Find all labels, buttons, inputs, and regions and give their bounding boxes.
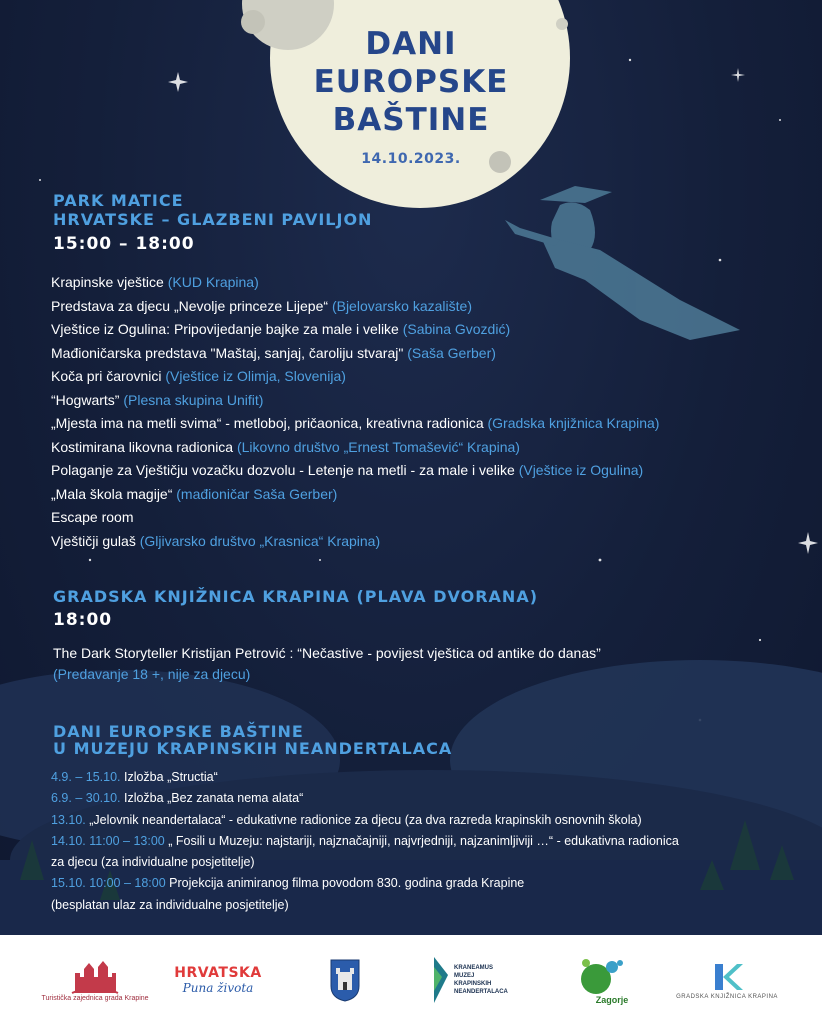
section1-title-line1: PARK MATICE bbox=[53, 191, 184, 210]
list-item: Koča pri čarovnici (Vještice iz Olimja, Slovenija) bbox=[51, 368, 346, 384]
museum-mark-icon bbox=[432, 955, 450, 1005]
list-item: Mađioničarska predstava "Maštaj, sanjaj, čaroliju stvaraj" (Saša Gerber) bbox=[51, 344, 496, 361]
list-item: za djecu (za individualne posjetitelje) bbox=[51, 855, 255, 870]
section2-note: (Predavanje 18 +, nije za djecu) bbox=[53, 666, 251, 682]
title-line-1: DANI bbox=[365, 26, 457, 62]
logo-gradska-knjiznica: GRADSKA KNJIŽNICA KRAPINA bbox=[672, 945, 782, 1015]
list-item: Polaganje za Vještičju vozačku dozvolu - Letenje na metli - za male i velike (Vještice iz Ogulina) bbox=[51, 462, 644, 478]
section3-program-list bbox=[51, 767, 679, 916]
list-item: 14.10. 11:00 – 13:00 „ Fosili u Muzeju: najstariji, najznačajniji, najvrjedniji, najzanimljiviji …“ - edukativna radionica bbox=[51, 833, 679, 848]
logo-krapina-coat-of-arms bbox=[320, 945, 370, 1015]
title-line-2: EUROPSKE bbox=[313, 64, 509, 100]
list-item: „Mjesta ima na metli svima“ - metloboj, pričaonica, kreativna radionica (Gradska knjižnica Krapina) bbox=[51, 415, 660, 431]
section1-program-list bbox=[51, 271, 659, 553]
section3-title-line2: U MUZEJU KRAPINSKIH NEANDERTALACA bbox=[53, 739, 453, 758]
list-item: Vještičji gulaš (Gljivarsko društvo „Krasnica“ Krapina) bbox=[51, 532, 381, 549]
list-item: „Mala škola magije“ (mađioničar Saša Gerber) bbox=[51, 485, 338, 502]
sponsor-footer bbox=[0, 935, 822, 1024]
list-item: 13.10. „Jelovnik neandertalaca“ - edukativne radionice za djecu (za dva razreda krapinskih osnovnih škola) bbox=[51, 812, 642, 827]
list-item: Vještice iz Ogulina: Pripovijedanje bajke za male i velike (Sabina Gvozdić) bbox=[51, 321, 511, 337]
logo-muzej-neandertalaca: KRANEAMUS MUZEJ KRAPINSKIH NEANDERTALACA bbox=[432, 945, 512, 1015]
list-item: Predstava za djecu „Nevolje princeze Lijepe“ (Bjelovarsko kazalište) bbox=[51, 297, 472, 314]
section3-title-line1: DANI EUROPSKE BAŠTINE bbox=[53, 722, 304, 741]
zagorje-bubbles-icon bbox=[574, 955, 630, 995]
title-line-3: BAŠTINE bbox=[332, 102, 490, 138]
list-item: 6.9. – 30.10. Izložba „Bez zanata nema alata“ bbox=[51, 791, 304, 806]
list-item: Escape room bbox=[51, 509, 134, 525]
section2-time: 18:00 bbox=[53, 610, 113, 630]
list-item: 4.9. – 15.10. Izložba „Structia“ bbox=[51, 770, 218, 784]
event-date: 14.10.2023. bbox=[361, 151, 461, 167]
logo-zagorje: Zagorje bbox=[562, 945, 642, 1015]
logo-hrvatska: HRVATSKA Puna života bbox=[174, 965, 262, 995]
list-item: 15.10. 10:00 – 18:00 Projekcija animiranog filma povodom 830. godina grada Krapine bbox=[51, 876, 525, 891]
section1-time: 15:00 – 18:00 bbox=[53, 234, 195, 254]
section2-title: GRADSKA KNJIŽNICA KRAPINA (PLAVA DVORANA) bbox=[53, 587, 539, 606]
library-k-icon bbox=[709, 960, 745, 994]
list-item: “Hogwarts” (Plesna skupina Unifit) bbox=[51, 391, 264, 408]
section1-title-line2: HRVATSKE – GLAZBENI PAVILJON bbox=[53, 210, 373, 229]
section2-talk: The Dark Storyteller Kristijan Petrović : “Nečastive - povijest vještica od antike do danas” bbox=[53, 645, 601, 661]
coat-of-arms-icon bbox=[329, 958, 361, 1002]
list-item: Krapinske vještice (KUD Krapina) bbox=[51, 274, 259, 290]
list-item: Kostimirana likovna radionica (Likovno društvo „Ernest Tomašević“ Krapina) bbox=[51, 438, 520, 455]
logo-tz-krapina: Turistička zajednica grada Krapine bbox=[45, 945, 145, 1015]
castle-icon bbox=[70, 959, 120, 995]
list-item: (besplatan ulaz za individualne posjetitelje) bbox=[51, 897, 289, 912]
